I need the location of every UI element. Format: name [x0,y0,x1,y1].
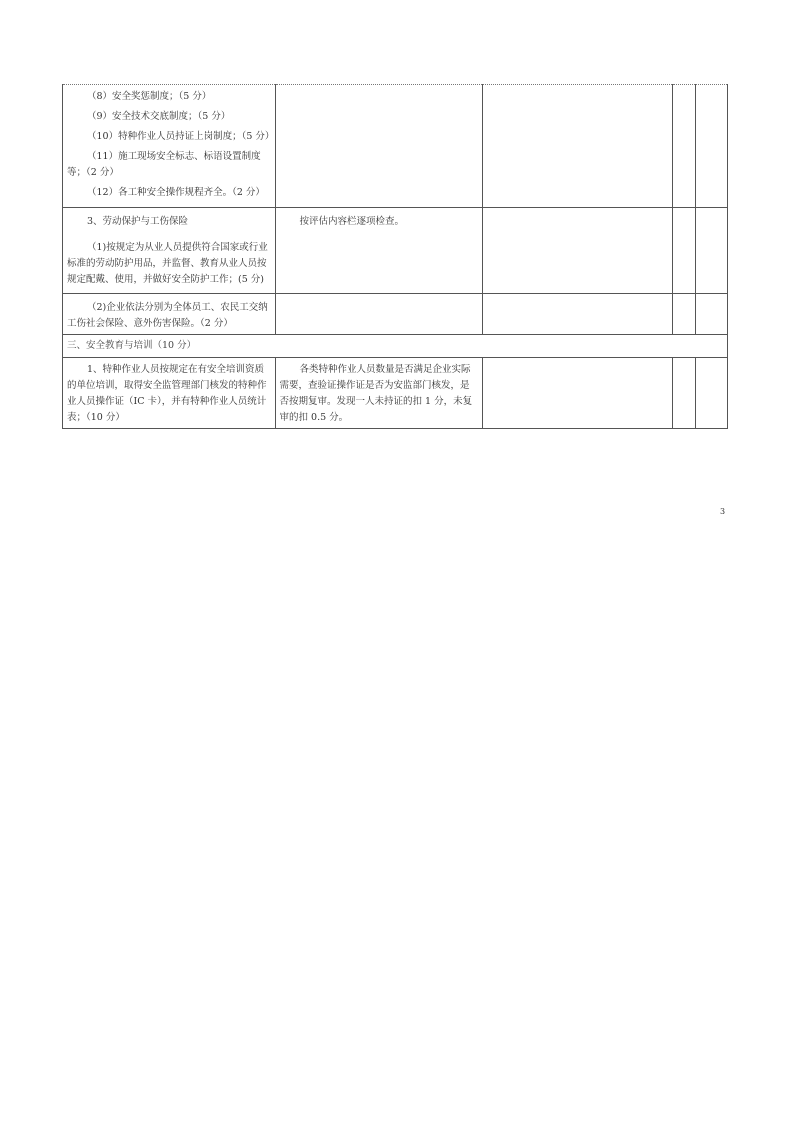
list-item: （11）施工现场安全标志、标语设置制度等；（2 分） [67,151,261,178]
section-row [63,335,728,358]
list-item: （2)企业依法分别为全体员工、农民工交纳工伤社会保险、意外伤害保险。（2 分） [67,302,268,329]
list-item: （8）安全奖惩制度；（5 分） [87,91,212,102]
score-cell [673,358,696,429]
content-cell [63,358,276,429]
score-cell [673,294,696,335]
section-title: 三、安全教育与培训（10 分） [63,335,728,358]
remark-cell [696,294,728,335]
table-row [63,208,728,294]
content-cell [63,85,276,208]
page-number: 3 [720,507,726,516]
evaluation-table [62,84,728,429]
content-cell [63,208,276,294]
score-cell [673,85,696,208]
table-row [63,85,728,208]
score-cell [673,208,696,294]
result-cell [482,294,672,335]
method-cell [275,85,482,208]
table-row [63,358,728,429]
result-cell [482,208,672,294]
remark-cell [696,208,728,294]
check-method-text: 各类特种作业人员数量是否满足企业实际需要，查验证操作证是否为安监部门核发，是否按期复审。发现一人未持证的扣 1 分，未复审的扣 0.5 分。 [279,364,473,423]
section-heading: 3、劳动保护与工伤保险 [87,216,189,227]
method-cell [275,358,482,429]
content-cell [63,294,276,335]
list-item: （10）特种作业人员持证上岗制度；（5 分） [87,131,275,142]
result-cell [482,85,672,208]
list-item: （9）安全技术交底制度；（5 分） [87,111,231,122]
list-item: （12）各工种安全操作规程齐全。（2 分） [87,187,265,198]
method-cell [275,294,482,335]
table-row [63,294,728,335]
remark-cell [696,358,728,429]
list-item: （1)按规定为从业人员提供符合国家或行业标准的劳动防护用品，并监督、教育从业人员按规定配戴、使用，并做好安全防护工作；(5 分) [67,242,268,285]
result-cell [482,358,672,429]
method-cell [275,208,482,294]
check-method-text: 按评估内容栏逐项检查。 [299,216,405,227]
list-item: 1、特种作业人员按规定在有安全培训资质的单位培训，取得安全监管理部门核发的特种作业人员操作证（IC 卡），并有特种作业人员统计表；（10 分） [67,364,267,423]
remark-cell [696,85,728,208]
